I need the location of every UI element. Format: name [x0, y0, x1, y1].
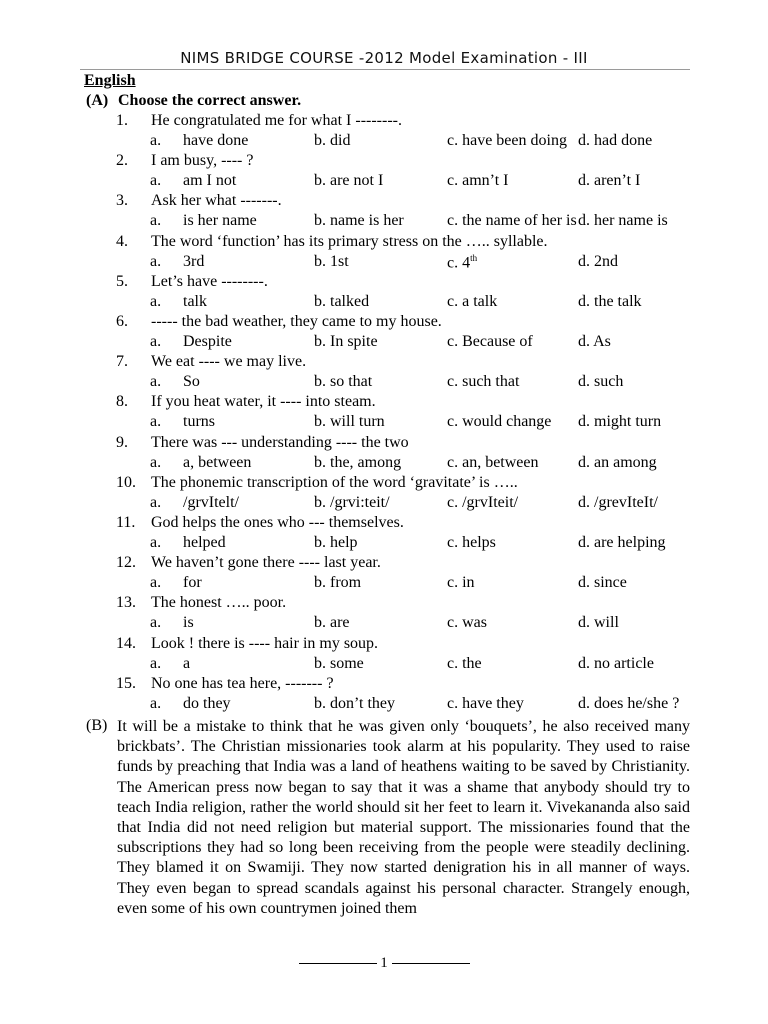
option-text: a.	[150, 333, 162, 350]
option-marker	[150, 172, 161, 190]
question-text: We haven’t gone there ---- last year.	[151, 554, 381, 572]
option-marker	[150, 413, 161, 431]
option-choice	[578, 132, 652, 150]
question-number: 12.	[116, 554, 136, 572]
question-number: 13.	[116, 594, 136, 612]
option-marker	[150, 253, 161, 271]
question-text: There was --- understanding ---- the two	[151, 433, 409, 451]
option-text: a.	[150, 614, 162, 632]
option-text: c. /grvIteit/	[447, 493, 519, 511]
option-text: Despite	[183, 333, 232, 350]
question-number: 6.	[116, 313, 128, 330]
footer-dash-right	[392, 963, 470, 964]
option-choice	[183, 695, 231, 713]
option-choice	[447, 695, 524, 713]
option-text: d. will	[578, 614, 619, 632]
page-header: NIMS BRIDGE COURSE -2012 Model Examination - III	[180, 49, 588, 67]
question-text: God helps the ones who --- themselves.	[151, 514, 404, 531]
option-choice	[314, 614, 350, 632]
option-choice	[447, 373, 519, 391]
option-choice	[578, 293, 642, 311]
subject-title: English	[84, 72, 136, 89]
option-choice	[314, 333, 378, 351]
page-footer	[0, 955, 768, 972]
option-choice	[578, 494, 658, 512]
option-choice	[314, 293, 369, 311]
option-choice	[447, 212, 577, 230]
option-marker	[150, 212, 161, 230]
option-text: c. in	[447, 574, 475, 592]
section-b-passage: It will be a mistake to think that he was given only ‘bouquets’, he also received many brickbats’. The Christian missionaries took alarm at his popularity. They used to raise funds by preaching that India was a land of heathens waiting to be saved by Christianity. The American press now began to say that it was a shame that anybody should try to teach India religion, rather the world should sit her feet to learn it. Vivekananda also said that India did not need religion but material support. The missionaries found that the subscriptions they had so long been receiving from the people were steadily declining. They blamed it on Swamiji. They now started denigration his in all manner of ways. They even began to spread scandals against his personal character. Strangely enough, even some of his own countrymen joined them	[117, 718, 690, 917]
option-text: d. /grevIteIt/	[578, 493, 658, 511]
option-text: b. are	[314, 614, 350, 632]
option-marker	[150, 454, 161, 472]
option-choice	[314, 454, 401, 472]
option-text: b. some	[314, 654, 364, 672]
option-choice	[447, 614, 487, 632]
option-text: for	[183, 574, 202, 592]
option-text: is	[183, 614, 194, 632]
option-text: c. an, between	[447, 453, 539, 471]
section-b-label: (B)	[86, 717, 108, 734]
option-text: a.	[150, 574, 162, 592]
option-choice	[578, 212, 668, 230]
option-text: d. 2nd	[578, 252, 618, 270]
option-marker	[150, 373, 161, 391]
option-text: a.	[150, 413, 162, 431]
option-text: a, between	[183, 453, 252, 471]
option-text: c. the	[447, 654, 482, 672]
option-text: b. are not I	[314, 172, 384, 190]
option-text: b. will turn	[314, 413, 385, 431]
option-text: b. help	[314, 534, 358, 551]
option-marker	[150, 333, 161, 351]
option-choice	[578, 454, 657, 472]
option-text: turns	[183, 413, 215, 431]
option-text: d. does he/she ?	[578, 694, 680, 712]
option-choice	[314, 494, 390, 512]
option-text: a.	[150, 534, 162, 551]
option-text: a.	[150, 654, 162, 672]
option-text: do they	[183, 694, 231, 712]
option-text: c. such that	[447, 373, 520, 391]
option-text: b. name is her	[314, 212, 404, 230]
question-number: 11.	[116, 514, 136, 531]
option-choice	[447, 655, 482, 673]
option-choice	[578, 413, 661, 431]
option-marker	[150, 494, 161, 512]
question-number: 9.	[116, 433, 128, 451]
option-choice	[578, 534, 666, 552]
option-choice	[447, 293, 497, 311]
option-choice	[447, 454, 539, 472]
option-text: b. from	[314, 574, 362, 592]
option-text: So	[183, 373, 200, 391]
question-text: Ask her what -------.	[151, 192, 282, 210]
option-text: c. have they	[447, 694, 524, 712]
question-text: I am busy, ---- ?	[151, 152, 254, 170]
option-choice	[447, 574, 475, 592]
option-text: d. no article	[578, 654, 654, 672]
option-text: b. did	[314, 132, 351, 149]
option-text: d. might turn	[578, 413, 662, 431]
option-text: d. her name is	[578, 212, 668, 230]
footer-dash-left	[299, 963, 377, 964]
option-choice	[314, 373, 372, 391]
option-choice	[183, 172, 236, 190]
section-a-label: (A)	[86, 92, 109, 109]
option-text: d. the talk	[578, 292, 642, 310]
option-marker	[150, 574, 161, 592]
option-choice	[447, 333, 533, 351]
option-text: have done	[183, 132, 249, 149]
option-text: am I not	[183, 172, 237, 190]
option-choice	[183, 253, 204, 271]
option-text: c. was	[447, 614, 487, 632]
option-choice	[183, 454, 251, 472]
option-text: a.	[150, 252, 162, 270]
option-text: a.	[150, 172, 162, 190]
option-marker	[150, 534, 161, 552]
option-choice	[183, 373, 200, 391]
option-marker	[150, 695, 161, 713]
option-choice	[578, 253, 618, 271]
option-choice	[183, 614, 194, 632]
option-choice	[578, 574, 627, 592]
option-choice	[578, 655, 654, 673]
page-number: 1	[380, 955, 388, 971]
option-text: /grvItelt/	[183, 493, 239, 511]
option-choice	[314, 212, 404, 230]
option-text: d. As	[578, 333, 611, 350]
option-choice	[314, 413, 385, 431]
option-choice	[314, 695, 395, 713]
option-text: a.	[150, 132, 162, 149]
option-choice	[183, 494, 239, 512]
question-number: 15.	[116, 674, 136, 692]
option-choice	[447, 132, 567, 150]
option-text: b. /grvi:teit/	[314, 493, 390, 511]
option-text: a.	[150, 373, 162, 391]
option-text: a.	[150, 212, 162, 230]
option-text: d. such	[578, 373, 624, 391]
question-text: ----- the bad weather, they came to my house.	[151, 313, 442, 330]
option-text: a.	[150, 694, 162, 712]
option-text: a	[183, 654, 191, 672]
question-text: The word ‘function’ has its primary stress on the ….. syllable.	[151, 232, 548, 250]
option-text: a.	[150, 292, 162, 310]
option-text: 3rd	[183, 252, 205, 270]
option-text: c. a talk	[447, 292, 498, 310]
option-text: helped	[183, 534, 226, 551]
option-text: b. don’t they	[314, 694, 396, 712]
option-choice	[578, 695, 679, 713]
option-choice	[183, 574, 202, 592]
option-text: c. helps	[447, 534, 496, 551]
option-choice	[314, 534, 358, 552]
option-choice	[183, 333, 232, 351]
option-text: talk	[183, 292, 207, 310]
option-text: c. amn’t I	[447, 172, 509, 190]
question-number: 8.	[116, 393, 128, 411]
option-choice	[314, 655, 364, 673]
question-text: No one has tea here, ------- ?	[151, 674, 334, 692]
question-number: 3.	[116, 192, 128, 210]
option-text: d. an among	[578, 453, 657, 471]
question-text: He congratulated me for what I --------.	[151, 112, 402, 129]
option-text: c. Because of	[447, 333, 533, 350]
question-text: We eat ---- we may live.	[151, 353, 307, 371]
option-text: b. so that	[314, 373, 373, 391]
option-superscript: th	[470, 252, 478, 263]
option-choice	[183, 655, 190, 673]
option-choice	[578, 172, 640, 190]
question-number: 4.	[116, 232, 128, 250]
option-choice	[578, 614, 619, 632]
option-text: a.	[150, 493, 162, 511]
option-text: d. are helping	[578, 534, 666, 551]
section-a-title: Choose the correct answer.	[118, 92, 302, 109]
question-number: 10.	[116, 473, 136, 491]
option-choice	[183, 132, 248, 150]
option-choice	[183, 212, 257, 230]
question-number: 5.	[116, 272, 128, 290]
option-choice	[183, 293, 207, 311]
question-text: The phonemic transcription of the word ‘gravitate’ is …..	[151, 473, 518, 491]
option-marker	[150, 655, 161, 673]
option-marker	[150, 132, 161, 150]
option-text: b. talked	[314, 292, 370, 310]
option-choice	[314, 132, 350, 150]
option-choice	[447, 253, 477, 272]
option-text: c. have been doing	[447, 132, 567, 149]
question-number: 1.	[116, 112, 128, 129]
option-marker	[150, 614, 161, 632]
option-marker	[150, 293, 161, 311]
question-text: If you heat water, it ---- into steam.	[151, 393, 376, 411]
option-choice	[314, 172, 383, 190]
option-text: d. aren’t I	[578, 172, 641, 190]
option-text: b. the, among	[314, 453, 402, 471]
option-choice	[447, 494, 518, 512]
option-text: d. since	[578, 574, 627, 592]
question-number: 2.	[116, 152, 128, 170]
option-choice	[314, 574, 361, 592]
header-rule	[80, 69, 690, 70]
option-text: is her name	[183, 212, 257, 230]
option-text: c. the name of her is	[447, 212, 577, 230]
option-text: b. 1st	[314, 252, 349, 270]
question-number: 14.	[116, 634, 136, 652]
option-choice	[314, 253, 349, 271]
option-choice	[447, 534, 496, 552]
question-number: 7.	[116, 353, 128, 371]
option-choice	[183, 534, 226, 552]
option-choice	[578, 333, 611, 351]
option-text: b. In spite	[314, 333, 378, 350]
option-text: a.	[150, 453, 162, 471]
option-choice	[447, 413, 551, 431]
question-text: Look ! there is ---- hair in my soup.	[151, 634, 379, 652]
option-choice	[447, 172, 508, 190]
option-text: c. would change	[447, 413, 552, 431]
option-choice	[578, 373, 623, 391]
option-text: c. 4	[447, 253, 471, 271]
option-choice	[183, 413, 215, 431]
question-text: The honest ….. poor.	[151, 594, 287, 612]
option-text: d. had done	[578, 132, 653, 149]
question-text: Let’s have --------.	[151, 272, 268, 290]
